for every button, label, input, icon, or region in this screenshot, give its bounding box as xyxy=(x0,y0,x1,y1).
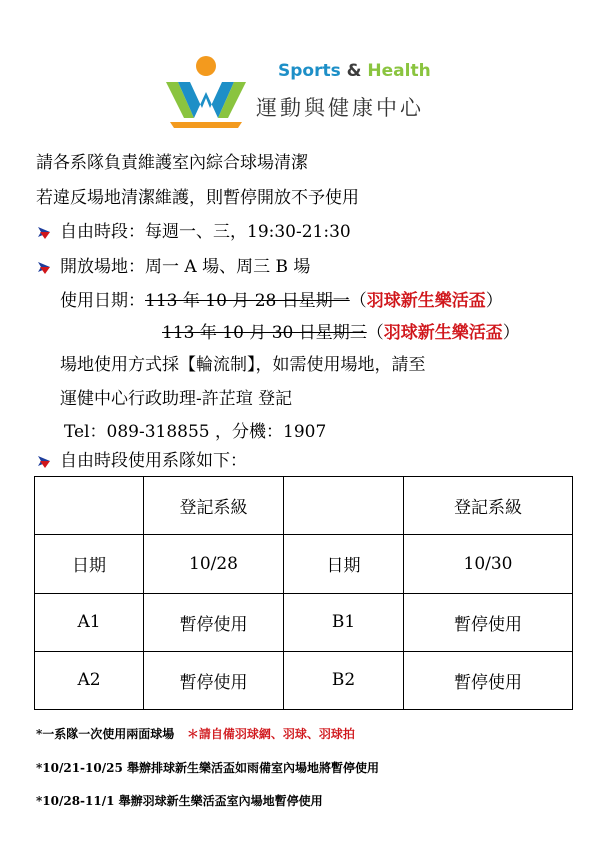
cancelled-date-2: 113 年 10 月 30 日星期三 xyxy=(162,323,367,343)
registrar-text: 運健中心行政助理-許芷瑄 登記 xyxy=(60,389,293,409)
bullet-arrow-icon xyxy=(36,224,52,240)
table-cell: B2 xyxy=(284,651,404,709)
note-2: *10/21-10/25 舉辦排球新生樂活盃如雨備室內場地將暫停使用 xyxy=(36,761,379,775)
note-1-equipment-warning: ＊請自備羽球網、羽球、羽球拍 xyxy=(186,727,355,741)
venue-text: 開放場地：周一 A 場、周三 B 場 xyxy=(60,257,311,277)
table-cell: A2 xyxy=(35,651,144,709)
table-cell: 暫停使用 xyxy=(144,593,284,651)
event-name-1: 羽球新生樂活盃 xyxy=(366,291,486,311)
sports-health-logo xyxy=(160,52,460,132)
logo-chinese-text: 運動與健康中心 xyxy=(256,96,424,120)
team-list-title: 自由時段使用系隊如下： xyxy=(60,451,247,471)
table-row xyxy=(35,535,573,593)
free-time-text: 自由時段：每週一、三，19:30-21:30 xyxy=(60,222,351,242)
logo-word-health: Health xyxy=(367,61,431,81)
table-cell: 10/28 xyxy=(144,535,284,593)
usage-date-line-1 xyxy=(60,290,503,312)
table-cell: 10/30 xyxy=(404,535,573,593)
note-3: *10/28-11/1 舉辦羽球新生樂活盃室內場地暫停使用 xyxy=(36,794,323,808)
usage-date-line-2 xyxy=(162,322,520,344)
note-1-main: *一系隊一次使用兩面球場 xyxy=(36,727,175,741)
table-cell: 日期 xyxy=(35,535,144,593)
usage-method-text: 場地使用方式採【輪流制】，如需使用場地，請至 xyxy=(60,355,426,375)
usage-date-label: 使用日期： xyxy=(60,291,145,311)
table-header-cell: 登記系級 xyxy=(144,477,284,535)
paren-open: （ xyxy=(366,323,384,343)
table-header-row xyxy=(35,477,573,535)
bullet-arrow-icon xyxy=(36,259,52,275)
table-cell: A1 xyxy=(35,593,144,651)
logo-word-sports: Sports xyxy=(278,61,341,81)
heading-line-1: 請各系隊負責維護室內綜合球場清潔 xyxy=(36,153,308,173)
paren-close: ） xyxy=(485,291,503,311)
event-name-2: 羽球新生樂活盃 xyxy=(383,323,503,343)
table-cell: 暫停使用 xyxy=(144,651,284,709)
cancelled-date-1: 113 年 10 月 28 日星期一 xyxy=(145,291,350,311)
paren-open: （ xyxy=(349,291,367,311)
table-row xyxy=(35,593,573,651)
bullet-arrow-icon xyxy=(36,453,52,469)
note-1 xyxy=(36,725,355,742)
table-cell: 暫停使用 xyxy=(404,593,573,651)
table-cell: 暫停使用 xyxy=(404,651,573,709)
table-header-cell: 登記系級 xyxy=(404,477,573,535)
logo-ampersand: & xyxy=(346,61,362,81)
table-row xyxy=(35,651,573,709)
schedule-table xyxy=(34,476,573,710)
heading-line-2: 若違反場地清潔維護，則暫停開放不予使用 xyxy=(36,188,359,208)
logo-mark-icon xyxy=(160,52,252,132)
table-cell xyxy=(35,477,144,535)
table-cell xyxy=(284,477,404,535)
telephone-text: Tel：089-318855 ，分機：1907 xyxy=(64,422,327,442)
logo-english-text xyxy=(278,61,431,81)
table-cell: 日期 xyxy=(284,535,404,593)
paren-close: ） xyxy=(502,323,520,343)
table-cell: B1 xyxy=(284,593,404,651)
